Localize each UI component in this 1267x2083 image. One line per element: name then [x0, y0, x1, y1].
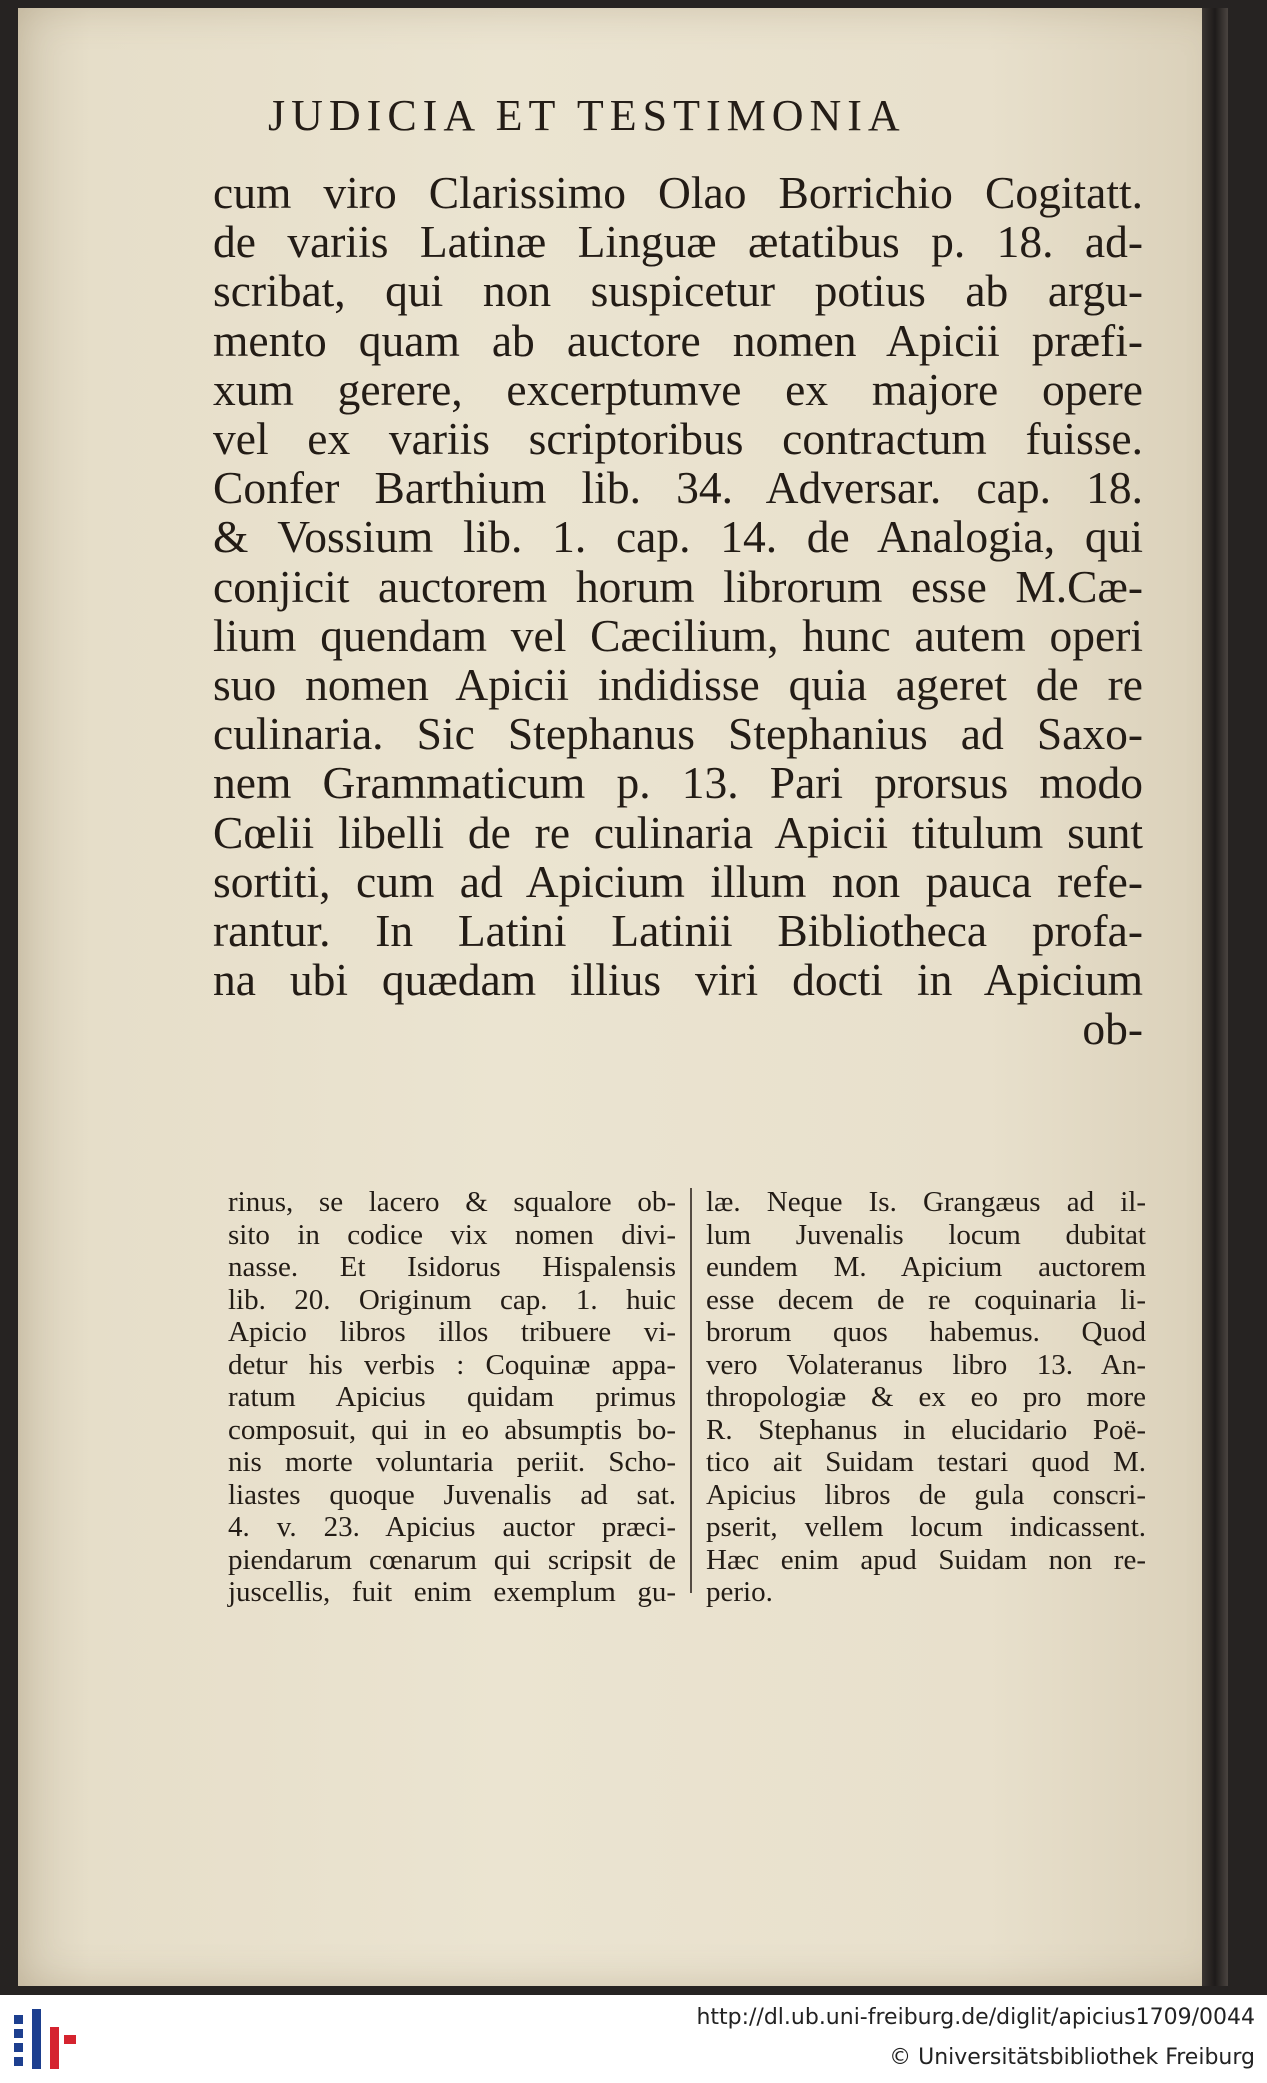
footnote-column-right: [706, 1186, 1146, 1609]
footnote-line: nis morte voluntaria periit. Scho-: [228, 1446, 676, 1478]
main-text-line: na ubi quædam illius viri docti in Apicium: [213, 954, 1143, 1006]
viewer-footer: [0, 1995, 1267, 2083]
footnote-column-left: [228, 1186, 676, 1609]
footnote-line: thropologiæ & ex eo pro more: [706, 1381, 1146, 1413]
footnote-line: juscellis, fuit enim exemplum gu-: [228, 1576, 676, 1608]
main-text-line: scribat, qui non suspicetur potius ab argu-: [213, 265, 1143, 317]
page-spine: [1202, 8, 1228, 1986]
permalink-url[interactable]: http://dl.ub.uni-freiburg.de/diglit/apicius1709/0044: [696, 2005, 1255, 2030]
footnote-line: liastes quoque Juvenalis ad sat.: [228, 1478, 676, 1511]
main-text-line: mento quam ab auctore nomen Apicii præfi-: [213, 314, 1143, 366]
main-text-line: suo nomen Apicii indidisse quia ageret de re: [213, 659, 1143, 711]
main-text-line: Cœlii libelli de re culinaria Apicii titulum sunt: [213, 806, 1143, 858]
main-text-line: cum viro Clarissimo Olao Borrichio Cogitatt.: [213, 167, 1143, 218]
main-text-line: nem Grammaticum p. 13. Pari prorsus modo: [213, 757, 1143, 809]
footnote-line: pserit, vellem locum indicassent.: [706, 1511, 1146, 1543]
footnote-line: detur his verbis : Coquinæ appa-: [228, 1348, 676, 1381]
main-text-line: de variis Latinæ Linguæ ætatibus p. 18. ad-: [213, 216, 1143, 268]
main-text-line: vel ex variis scriptoribus contractum fuisse.: [213, 413, 1143, 465]
ub-freiburg-logo-icon: [10, 2007, 80, 2073]
footnote-line: rinus, se lacero & squalore ob-: [228, 1186, 676, 1218]
book-page: [18, 8, 1228, 1986]
footnote-line: læ. Neque Is. Grangæus ad il-: [706, 1186, 1146, 1218]
footnote-line: Apicio libros illos tribuere vi-: [228, 1316, 676, 1348]
footnote-line: composuit, qui in eo absumptis bo-: [228, 1413, 676, 1446]
footnote-column-divider: [690, 1188, 692, 1593]
footnote-line: 4. v. 23. Apicius auctor præci-: [228, 1511, 676, 1543]
footnote-line: esse decem de re coquinaria li-: [706, 1283, 1146, 1316]
footnote-line: lum Juvenalis locum dubitat: [706, 1218, 1146, 1251]
main-text-block: [213, 168, 1143, 1054]
footnote-line: ratum Apicius quidam primus: [228, 1381, 676, 1413]
footnote-line: Apicius libros de gula conscri-: [706, 1478, 1146, 1511]
footnote-line: brorum quos habemus. Quod: [706, 1316, 1146, 1348]
footnote-line: eundem M. Apicium auctorem: [706, 1251, 1146, 1283]
main-text-line: lium quendam vel Cæcilium, hunc autem operi: [213, 609, 1143, 661]
footnote-line: tico ait Suidam testari quod M.: [706, 1446, 1146, 1478]
main-text-line: xum gerere, excerptumve ex majore opere: [213, 363, 1143, 415]
main-text-line: Confer Barthium lib. 34. Adversar. cap. 18.: [213, 462, 1143, 514]
footnote-line: Hæc enim apud Suidam non re-: [706, 1543, 1146, 1576]
copyright-notice: © Universitätsbibliothek Freiburg: [889, 2045, 1255, 2070]
footnote-line: vero Volateranus libro 13. An-: [706, 1348, 1146, 1381]
footnote-line: nasse. Et Isidorus Hispalensis: [228, 1251, 676, 1283]
running-title: JUDICIA ET TESTIMONIA: [268, 91, 906, 140]
footnote-line: R. Stephanus in elucidario Poë-: [706, 1413, 1146, 1446]
main-text-line: rantur. In Latini Latinii Bibliotheca profa-: [213, 905, 1143, 957]
footnote-line: lib. 20. Originum cap. 1. huic: [228, 1283, 676, 1316]
main-text-line: conjicit auctorem horum librorum esse M.Cæ-: [213, 560, 1143, 612]
footnote-line: perio.: [706, 1576, 773, 1608]
footnote-line: piendarum cœnarum qui scripsit de: [228, 1543, 676, 1576]
main-text-line: culinaria. Sic Stephanus Stephanius ad Saxo-: [213, 708, 1143, 760]
catchword: ob-: [1082, 1003, 1143, 1055]
footnote-line: sito in codice vix nomen divi-: [228, 1218, 676, 1251]
main-text-line: & Vossium lib. 1. cap. 14. de Analogia, qui: [213, 511, 1143, 563]
main-text-line: sortiti, cum ad Apicium illum non pauca refe-: [213, 855, 1143, 907]
